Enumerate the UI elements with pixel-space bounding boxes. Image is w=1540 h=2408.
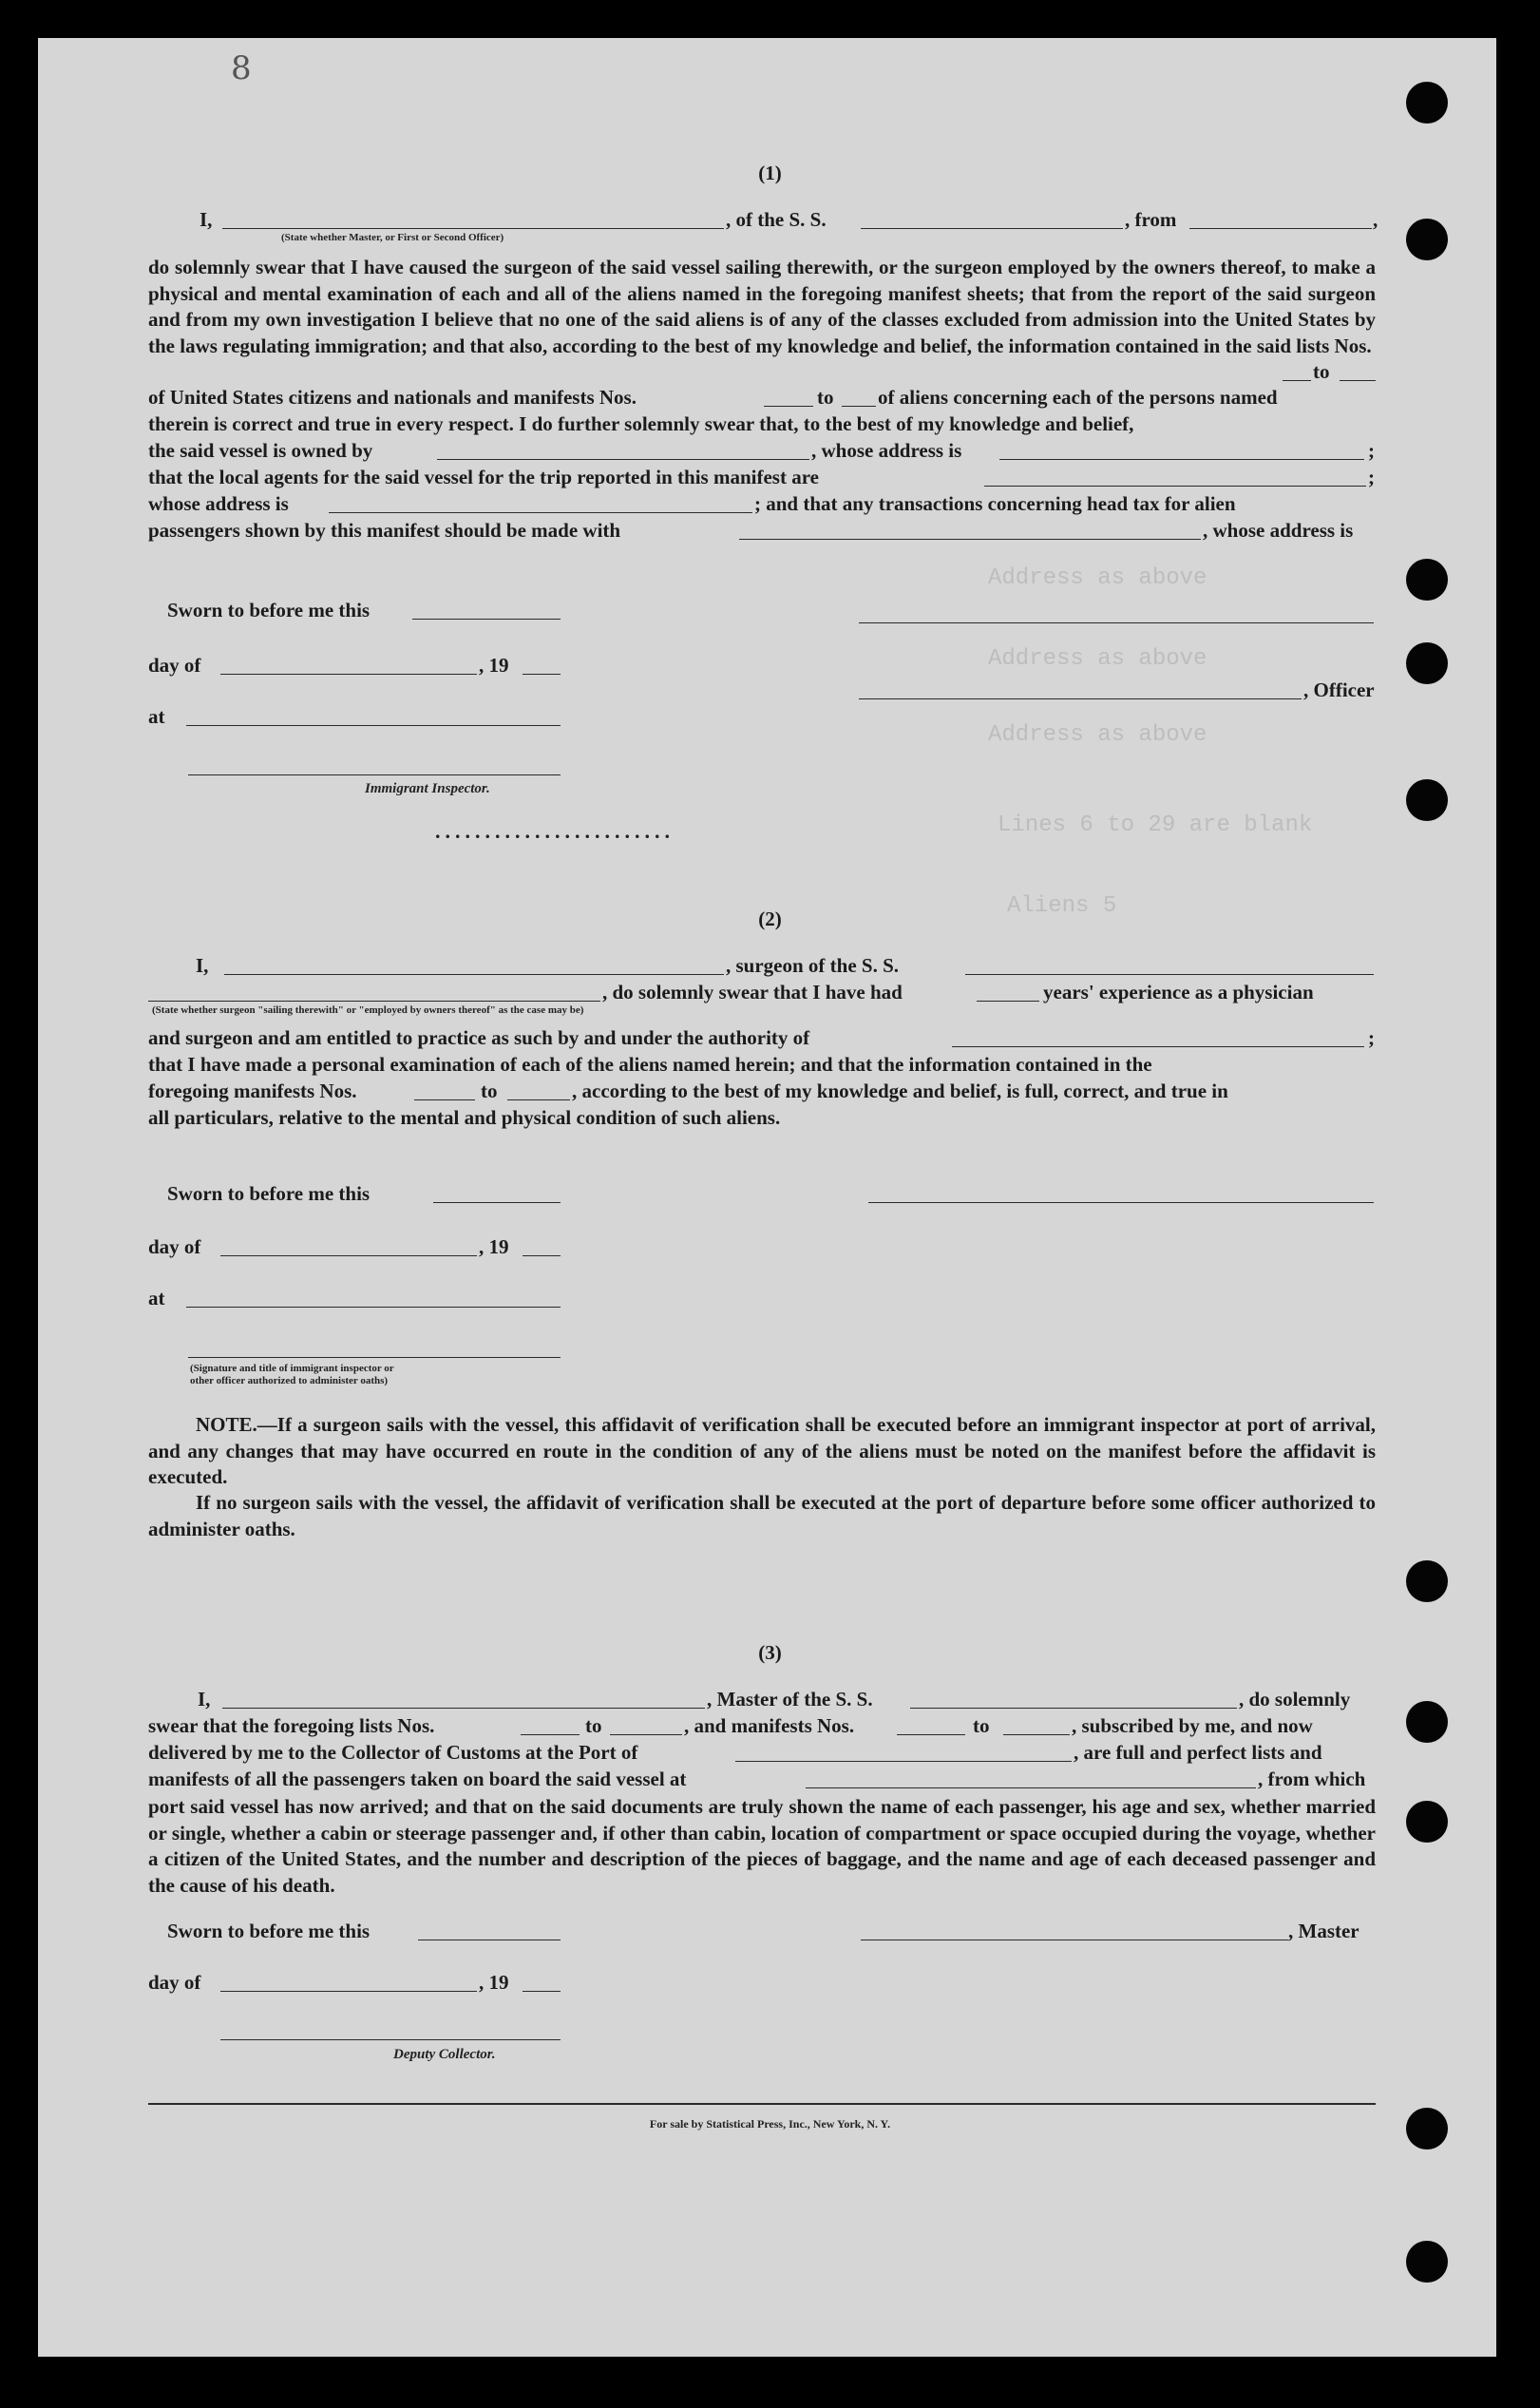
- sec2-name-blank: [224, 974, 724, 975]
- sec1-line-a: of United States citizens and nationals and manifests Nos.: [148, 386, 637, 409]
- sec3-deputy: Deputy Collector.: [393, 2047, 496, 2062]
- sec1-i: I,: [200, 208, 213, 231]
- section-1-number: (1): [758, 162, 782, 184]
- note-label: NOTE.: [196, 1413, 257, 1436]
- sec2-line2: that I have made a personal examination of each of the aliens named herein; and that the information contained in the: [148, 1053, 1152, 1076]
- sec3-l2b: , and manifests Nos.: [684, 1714, 855, 1737]
- sec3-body: port said vessel has now arrived; and that on the said documents are truly shown the name of each passenger, his age and sex, whether married or single, whether a cabin or steerage passenger and, if other than cabin, location of compartment or space occupied during the voyage, whether a citizen of the United States, and the number and description of the pieces of baggage, and the name and age of each deceased passenger and the cause of his death.: [148, 1795, 1376, 1897]
- sec2-vessel-blank: [965, 974, 1374, 975]
- sec1-manifest-from-blank: [764, 406, 813, 407]
- sec3-l3a: delivered by me to the Collector of Customs at the Port of: [148, 1741, 638, 1764]
- binder-hole: [1406, 559, 1448, 601]
- sec1-dayof: day of: [148, 654, 201, 677]
- binder-hole: [1406, 642, 1448, 684]
- sec1-inspector: Immigrant Inspector.: [365, 781, 490, 796]
- sec1-day-blank: [220, 674, 477, 675]
- binder-hole: [1406, 82, 1448, 124]
- sec3-19: , 19: [479, 1971, 509, 1994]
- sec3-dayof: day of: [148, 1971, 201, 1994]
- section-2-number: (2): [758, 908, 782, 930]
- sec1-semi1: ;: [1368, 439, 1375, 462]
- sec3-l2c: , subscribed by me, and now: [1072, 1714, 1313, 1737]
- sec2-line4: all particulars, relative to the mental and physical condition of such aliens.: [148, 1106, 781, 1129]
- sec3-day-blank: [220, 1991, 477, 1992]
- bleed-through-text: Address as above: [988, 565, 1207, 591]
- sec3-year-blank: [523, 1991, 561, 1992]
- sec2-foregoing: foregoing manifests Nos.: [148, 1080, 357, 1102]
- sec3-sworn: Sworn to before me this: [167, 1920, 371, 1942]
- sec1-owner-blank: [437, 459, 809, 460]
- section-3-number: (3): [758, 1641, 782, 1664]
- sec1-of-ss: , of the S. S.: [726, 208, 827, 231]
- sec2-auth-blank: [952, 1046, 1364, 1047]
- sec3-lists-from-blank: [521, 1734, 580, 1735]
- binder-hole: [1406, 1701, 1448, 1743]
- sec1-body: do solemnly swear that I have caused the surgeon of the said vessel sailing therewith, or the surgeon employed by the owners thereof, to make a physical and mental examination of each and all of the aliens named in the foregoing manifest sheets; that from the report of the said surgeon and from my own investigation I believe that no one of the said aliens is of any of the classes excluded from admission into the United States by the laws regulating immigration; and that also, according to the best of my knowledge and belief, the information contained in the said lists Nos.: [148, 256, 1376, 357]
- sec1-agents-blank: [984, 486, 1366, 487]
- sec3-port2-blank: [806, 1787, 1256, 1788]
- sec1-semi2: ;: [1368, 466, 1375, 488]
- sec3-lists-to-blank: [610, 1734, 682, 1735]
- sec3-vessel-blank: [910, 1708, 1237, 1709]
- sec3-l2a: swear that the foregoing lists Nos.: [148, 1714, 435, 1737]
- sec1-comma: ,: [1373, 208, 1378, 231]
- sec1-name-blank: [222, 228, 724, 229]
- bleed-through-text: Aliens 5: [1007, 893, 1117, 919]
- sec2-sig-line: [868, 1202, 1374, 1203]
- sec1-officer-note: (State whether Master, or First or Second Officer): [281, 232, 504, 243]
- sec1-headtax: ; and that any transactions concerning head tax for alien: [754, 492, 1236, 515]
- sec1-to2: to: [817, 386, 834, 409]
- sec1-vessel-blank: [861, 228, 1123, 229]
- sec1-line-a2: of aliens concerning each of the persons named: [878, 386, 1278, 409]
- sec3-mastersig: , Master: [1288, 1920, 1359, 1942]
- binder-hole: [1406, 779, 1448, 821]
- sec2-at: at: [148, 1287, 165, 1309]
- sec1-year-blank: [523, 674, 561, 675]
- sec1-headtax-blank: [739, 539, 1201, 540]
- sec2-line3: , according to the best of my knowledge and belief, is full, correct, and true in: [572, 1080, 1228, 1102]
- binder-hole: [1406, 1801, 1448, 1843]
- page-number: 8: [231, 49, 252, 87]
- sec2-type-blank: [148, 1001, 600, 1002]
- sec1-19: , 19: [479, 654, 509, 677]
- sec2-sig2: other officer authorized to administer oaths): [190, 1375, 389, 1386]
- sec3-i: I,: [198, 1688, 211, 1710]
- sec2-sworn-blank: [433, 1202, 561, 1203]
- section-divider: ........................: [435, 819, 675, 843]
- sec3-deputy-line: [220, 2039, 561, 2040]
- sec1-whose3: , whose address is: [1203, 519, 1354, 542]
- sec1-owned: the said vessel is owned by: [148, 439, 373, 462]
- sec3-to2: to: [973, 1714, 990, 1737]
- sec1-lists-from-blank: [1283, 380, 1311, 381]
- sec1-inspector-line: [188, 774, 561, 775]
- sec2-day-blank: [220, 1255, 477, 1256]
- sec1-manifest-to-blank: [842, 406, 876, 407]
- sec2-from-blank: [414, 1099, 475, 1100]
- sec3-l3b: , are full and perfect lists and: [1074, 1741, 1322, 1764]
- binder-hole: [1406, 2241, 1448, 2283]
- sec1-owner-address-blank: [999, 459, 1364, 460]
- sec2-surgeon: , surgeon of the S. S.: [726, 954, 900, 977]
- sec2-note: (State whether surgeon "sailing therewith" or "employed by owners thereof" as the case may be): [152, 1004, 584, 1016]
- sec1-sig-line2: [859, 698, 1302, 699]
- sec1-to1: to: [1313, 360, 1330, 383]
- binder-hole: [1406, 1560, 1448, 1602]
- sec2-year-blank: [523, 1255, 561, 1256]
- sec2-to-blank: [507, 1099, 570, 1100]
- sec1-sig-line1: [859, 622, 1374, 623]
- sec1-line-b: therein is correct and true in every respect. I do further solemnly swear that, to the best of my knowledge and belief,: [148, 412, 1134, 435]
- sec2-sig-inspector-line: [188, 1357, 561, 1358]
- sec2-to: to: [481, 1080, 498, 1102]
- bleed-through-text: Address as above: [988, 722, 1207, 748]
- sec2-swear: , do solemnly swear that I have had: [602, 981, 903, 1003]
- sec2-i: I,: [196, 954, 209, 977]
- sec2-19: , 19: [479, 1235, 509, 1258]
- sec3-port-blank: [735, 1761, 1072, 1762]
- sec2-years: years' experience as a physician: [1043, 981, 1314, 1003]
- sec2-sig1: (Signature and title of immigrant inspector or: [190, 1363, 394, 1374]
- sec3-l4a: manifests of all the passengers taken on board the said vessel at: [148, 1768, 687, 1790]
- sec1-whose1: , whose address is: [811, 439, 962, 462]
- sec1-agents: that the local agents for the said vessel for the trip reported in this manifest are: [148, 466, 819, 488]
- sec3-manifest-to-blank: [1003, 1734, 1070, 1735]
- sec1-sworn-blank: [412, 619, 561, 620]
- bleed-through-text: Address as above: [988, 646, 1207, 672]
- binder-hole: [1406, 219, 1448, 260]
- note-paragraph-1: [148, 1412, 1376, 1491]
- sec1-sworn: Sworn to before me this: [167, 599, 371, 621]
- sec2-dayof: day of: [148, 1235, 201, 1258]
- sec1-at-blank: [186, 725, 561, 726]
- sec3-master: , Master of the S. S.: [707, 1688, 873, 1710]
- sec3-to1: to: [585, 1714, 602, 1737]
- sec3-name-blank: [222, 1708, 705, 1709]
- sec3-swear: , do solemnly: [1239, 1688, 1351, 1710]
- sec2-auth: and surgeon and am entitled to practice as such by and under the authority of: [148, 1026, 810, 1049]
- sec1-agents-address-blank: [329, 512, 752, 513]
- sec2-sworn: Sworn to before me this: [167, 1182, 371, 1205]
- sec2-years-blank: [977, 1001, 1039, 1002]
- bleed-through-text: Lines 6 to 29 are blank: [998, 812, 1313, 838]
- sec3-l4b: , from which: [1258, 1768, 1366, 1790]
- note-paragraph-2: If no surgeon sails with the vessel, the affidavit of verification shall be executed at the port of departure before some officer authorized to administer oaths.: [148, 1491, 1376, 1540]
- sec1-from-blank: [1189, 228, 1372, 229]
- footer-text: For sale by Statistical Press, Inc., New York, N. Y.: [649, 2117, 891, 2131]
- sec2-at-blank: [186, 1307, 561, 1308]
- sec1-whose2: whose address is: [148, 492, 289, 515]
- sec1-at: at: [148, 705, 165, 728]
- note-text-1: —If a surgeon sails with the vessel, this affidavit of verification shall be executed before an immigrant inspector at port of arrival, and any changes that may have occurred en route in the condition of any of the aliens must be noted on the manifest before the affidavit is executed.: [148, 1413, 1376, 1488]
- sec1-lists-to-blank: [1340, 380, 1376, 381]
- sec1-officer: , Officer: [1303, 678, 1375, 701]
- sec3-manifest-from-blank: [897, 1734, 965, 1735]
- sec1-from: , from: [1125, 208, 1177, 231]
- sec1-made: passengers shown by this manifest should be made with: [148, 519, 621, 542]
- footer-rule: [148, 2103, 1376, 2105]
- sec2-semi: ;: [1368, 1026, 1375, 1049]
